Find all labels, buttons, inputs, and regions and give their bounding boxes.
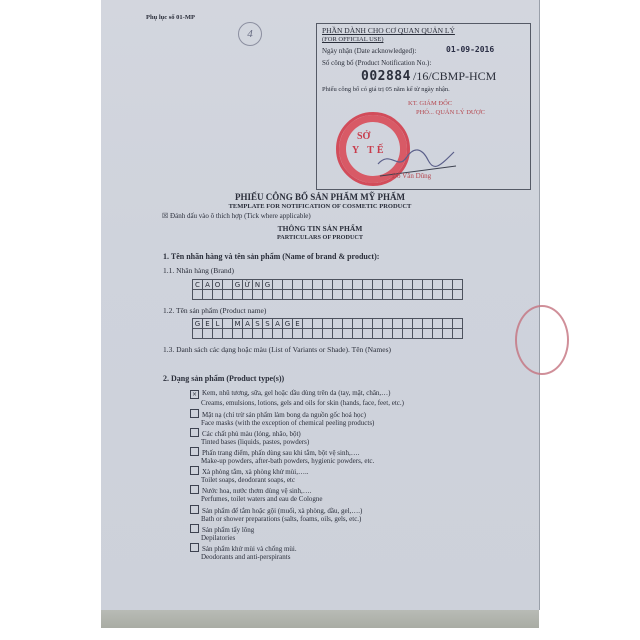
brand-cell[interactable] xyxy=(423,290,433,300)
brand-cell[interactable]: A xyxy=(203,280,213,290)
product-cell[interactable] xyxy=(333,329,343,339)
brand-cell[interactable] xyxy=(273,290,283,300)
product-cell[interactable] xyxy=(443,319,453,329)
product-type-en: Face masks (with the exception of chemical peeling products) xyxy=(201,419,375,427)
product-cell[interactable] xyxy=(253,329,263,339)
brand-cell[interactable] xyxy=(333,290,343,300)
product-type-item xyxy=(190,447,374,465)
product-cell[interactable] xyxy=(323,329,333,339)
brand-cell[interactable] xyxy=(373,280,383,290)
product-cell[interactable] xyxy=(413,319,423,329)
checkbox-icon[interactable] xyxy=(190,505,199,514)
brand-cell[interactable] xyxy=(313,290,323,300)
brand-cell[interactable] xyxy=(413,290,423,300)
checkbox-icon[interactable] xyxy=(190,485,199,494)
product-cell[interactable]: M xyxy=(233,319,243,329)
product-type-vi: Kem, nhũ tương, sữa, gel hoặc dầu dùng trên da (tay, mặt, chân,…) xyxy=(202,389,391,397)
product-cell[interactable] xyxy=(223,329,233,339)
brand-cell[interactable] xyxy=(223,290,233,300)
product-type-item xyxy=(190,524,254,542)
brand-cell[interactable] xyxy=(323,290,333,300)
product-cell[interactable] xyxy=(283,329,293,339)
brand-cell[interactable]: G xyxy=(263,280,273,290)
checkbox-icon[interactable] xyxy=(190,524,199,533)
section-subtitle: PARTICULARS OF PRODUCT xyxy=(276,234,364,241)
product-cell[interactable] xyxy=(333,319,343,329)
product-cell[interactable]: G xyxy=(283,319,293,329)
checkbox-icon[interactable] xyxy=(190,428,199,437)
brand-cell[interactable] xyxy=(433,290,443,300)
brand-cell[interactable] xyxy=(343,290,353,300)
brand-input-grid[interactable] xyxy=(192,279,463,300)
product-cell[interactable] xyxy=(213,329,223,339)
section1-heading: 1. Tên nhãn hàng và tên sản phẩm (Name of brand & product): xyxy=(163,252,380,261)
checkbox-icon[interactable] xyxy=(190,543,199,552)
product-cell[interactable]: E xyxy=(293,319,303,329)
form-title: PHIẾU CÔNG BỐ SẢN PHẨM MỸ PHẨM xyxy=(235,192,405,202)
brand-cell[interactable] xyxy=(343,280,353,290)
product-type-en: Tinted bases (liquids, pastes, powders) xyxy=(201,438,310,446)
product-type-vi: Xà phòng tắm, xà phòng khử mùi,….. xyxy=(202,468,309,476)
product-type-item xyxy=(190,505,362,523)
brand-cell[interactable] xyxy=(243,290,253,300)
brand-cell[interactable] xyxy=(453,280,463,290)
product-type-vi: Sản phẩm để tắm hoặc gội (muối, xà phòng, dầu, gel,….) xyxy=(202,507,363,515)
product-type-vi: Sản phẩm khử mùi và chống mùi. xyxy=(202,545,297,553)
notification-number-suffix: /16/CBMP-HCM xyxy=(413,69,497,83)
checked-checkbox-icon[interactable]: × xyxy=(191,391,198,398)
product-cell[interactable] xyxy=(243,329,253,339)
product-cell[interactable] xyxy=(263,329,273,339)
product-cell[interactable]: S xyxy=(253,319,263,329)
brand-cell[interactable] xyxy=(363,280,373,290)
brand-cell[interactable] xyxy=(313,280,323,290)
product-cell[interactable] xyxy=(313,329,323,339)
product-cell[interactable] xyxy=(403,319,413,329)
brand-label: 1.1. Nhãn hàng (Brand) xyxy=(163,266,235,275)
brand-cell[interactable] xyxy=(373,290,383,300)
brand-cell[interactable] xyxy=(383,280,393,290)
brand-cell[interactable] xyxy=(283,280,293,290)
brand-cell[interactable] xyxy=(293,280,303,290)
product-cell[interactable] xyxy=(273,329,283,339)
product-type-en: Depilatories xyxy=(201,534,236,542)
product-type-vi: Mặt nạ (chỉ trừ sản phẩm làm bong da nguồn gốc hoá học) xyxy=(202,411,366,419)
product-cell[interactable] xyxy=(453,319,463,329)
product-cell[interactable] xyxy=(313,319,323,329)
product-type-en: Deodorants and anti-perspirants xyxy=(201,553,291,561)
side-stamp-icon xyxy=(515,305,569,375)
product-cell[interactable]: A xyxy=(273,319,283,329)
brand-cell[interactable] xyxy=(273,280,283,290)
product-cell[interactable] xyxy=(443,329,453,339)
brand-cell[interactable]: G xyxy=(233,280,243,290)
brand-cell[interactable]: C xyxy=(193,280,203,290)
product-cell[interactable] xyxy=(403,329,413,339)
validity-note: Phiếu công bố có giá trị 05 năm kể từ ngày nhận. xyxy=(322,86,450,93)
product-type-item xyxy=(190,428,309,446)
product-type-vi: Các chất phủ màu (lỏng, nhão, bột) xyxy=(202,430,301,438)
brand-cell[interactable]: Ừ xyxy=(243,280,253,290)
brand-cell[interactable] xyxy=(433,280,443,290)
date-acknowledged-label: Ngày nhận (Date acknowledged): xyxy=(322,47,417,55)
notification-number-label: Số công bố (Product Notification No.): xyxy=(322,59,432,67)
brand-cell[interactable] xyxy=(393,280,403,290)
product-cell[interactable]: L xyxy=(213,319,223,329)
brand-cell[interactable] xyxy=(353,290,363,300)
brand-cell[interactable] xyxy=(353,280,363,290)
product-cell[interactable] xyxy=(343,319,353,329)
brand-cell[interactable] xyxy=(233,290,243,300)
brand-cell[interactable]: N xyxy=(253,280,263,290)
product-type-item xyxy=(190,389,404,407)
product-cell[interactable] xyxy=(363,319,373,329)
table-surface xyxy=(101,610,539,628)
brand-cell[interactable] xyxy=(253,290,263,300)
stamp-text-line1: SỞ xyxy=(357,131,371,142)
brand-cell[interactable] xyxy=(413,280,423,290)
product-cell[interactable] xyxy=(343,329,353,339)
brand-cell[interactable] xyxy=(303,280,313,290)
signer-name: Đỗ Văn Dũng xyxy=(392,172,432,180)
checkbox-icon[interactable] xyxy=(190,409,199,418)
product-type-item xyxy=(190,466,308,484)
form-subtitle: TEMPLATE FOR NOTIFICATION OF COSMETIC PRODUCT xyxy=(228,203,412,210)
product-cell[interactable] xyxy=(383,329,393,339)
product-cell[interactable] xyxy=(293,329,303,339)
product-cell[interactable] xyxy=(323,319,333,329)
product-cell[interactable] xyxy=(453,329,463,339)
product-type-en: Bath or shower preparations (salts, foams, oils, gels, etc.) xyxy=(201,515,362,523)
product-type-en: Perfumes, toilet waters and eau de Cologne xyxy=(201,495,323,503)
brand-cell[interactable] xyxy=(443,290,453,300)
product-type-en: Make-up powders, after-bath powders, hygienic powders, etc. xyxy=(201,457,375,465)
brand-cell[interactable] xyxy=(203,290,213,300)
product-type-en: Creams, emulsions, lotions, gels and oils for skin (hands, face, feet, etc.) xyxy=(201,399,404,407)
product-cell[interactable] xyxy=(423,329,433,339)
brand-cell[interactable] xyxy=(403,290,413,300)
product-cell[interactable] xyxy=(383,319,393,329)
product-cell[interactable] xyxy=(393,329,403,339)
product-name-input-grid[interactable] xyxy=(192,318,463,339)
variants-label: 1.3. Danh sách các dạng hoặc màu (List of Variants or Shade). Tên (Names) xyxy=(163,345,391,354)
director-department: PHÓ... QUẢN LÝ DƯỢC xyxy=(416,109,485,116)
product-cell[interactable] xyxy=(193,329,203,339)
official-use-subtitle: (FOR OFFICIAL USE) xyxy=(322,36,384,43)
checkbox-icon[interactable] xyxy=(190,466,199,475)
product-cell[interactable] xyxy=(393,319,403,329)
product-type-item xyxy=(190,409,374,427)
product-cell[interactable] xyxy=(433,329,443,339)
brand-cell[interactable] xyxy=(263,290,273,300)
tick-note xyxy=(162,212,311,220)
product-cell[interactable] xyxy=(423,319,433,329)
product-cell[interactable] xyxy=(203,329,213,339)
page-number-mark: 4 xyxy=(238,22,262,46)
date-acknowledged-value: 01-09-2016 xyxy=(446,45,495,54)
checkbox-icon[interactable] xyxy=(190,447,199,456)
product-cell[interactable] xyxy=(373,319,383,329)
stamp-text-line2: Y TẾ xyxy=(352,145,387,156)
checked-box-icon: ☒ xyxy=(162,212,169,220)
brand-cell[interactable] xyxy=(303,290,313,300)
product-type-en: Toilet soaps, deodorant soaps, etc xyxy=(201,476,295,484)
product-cell[interactable] xyxy=(353,329,363,339)
product-cell[interactable]: A xyxy=(243,319,253,329)
product-type-vi: Nước hoa, nước thơm dùng vệ sinh,…. xyxy=(202,487,312,495)
section2-heading: 2. Dạng sản phẩm (Product type(s)) xyxy=(163,374,285,383)
tick-note-text: Đánh dấu vào ô thích hợp (Tick where applicable) xyxy=(170,212,311,220)
product-type-vi: Sản phẩm tẩy lông xyxy=(202,526,255,534)
product-cell[interactable]: G xyxy=(193,319,203,329)
brand-cell[interactable] xyxy=(393,290,403,300)
brand-cell[interactable] xyxy=(323,280,333,290)
brand-cell[interactable] xyxy=(403,280,413,290)
product-type-item xyxy=(190,485,323,503)
product-cell[interactable] xyxy=(353,319,363,329)
product-cell[interactable] xyxy=(373,329,383,339)
product-cell[interactable] xyxy=(233,329,243,339)
section-title: THÔNG TIN SẢN PHẨM xyxy=(277,224,363,233)
product-cell[interactable] xyxy=(303,329,313,339)
product-cell[interactable] xyxy=(413,329,423,339)
product-name-label: 1.2. Tên sản phẩm (Product name) xyxy=(163,306,267,315)
brand-cell[interactable] xyxy=(333,280,343,290)
product-cell[interactable]: E xyxy=(203,319,213,329)
product-cell[interactable] xyxy=(363,329,373,339)
brand-cell[interactable] xyxy=(453,290,463,300)
product-cell[interactable] xyxy=(433,319,443,329)
brand-cell[interactable] xyxy=(223,280,233,290)
brand-cell[interactable] xyxy=(193,290,203,300)
product-cell[interactable] xyxy=(303,319,313,329)
official-use-title: PHẦN DÀNH CHO CƠ QUAN QUẢN LÝ xyxy=(322,26,455,35)
product-type-vi: Phấn trang điểm, phấn dùng sau khi tắm, bột vệ sinh,…. xyxy=(202,449,360,457)
appendix-label: Phụ lục số 01-MP xyxy=(146,14,195,21)
brand-cell[interactable] xyxy=(213,290,223,300)
brand-cell[interactable] xyxy=(443,280,453,290)
notification-number-value: 002884 xyxy=(361,69,411,84)
product-cell[interactable]: S xyxy=(263,319,273,329)
brand-cell[interactable]: O xyxy=(213,280,223,290)
product-type-item xyxy=(190,543,297,561)
brand-cell[interactable] xyxy=(383,290,393,300)
product-cell[interactable] xyxy=(223,319,233,329)
director-title: KT. GIÁM ĐỐC xyxy=(408,100,453,107)
brand-cell[interactable] xyxy=(363,290,373,300)
brand-cell[interactable] xyxy=(283,290,293,300)
brand-cell[interactable] xyxy=(293,290,303,300)
brand-cell[interactable] xyxy=(423,280,433,290)
